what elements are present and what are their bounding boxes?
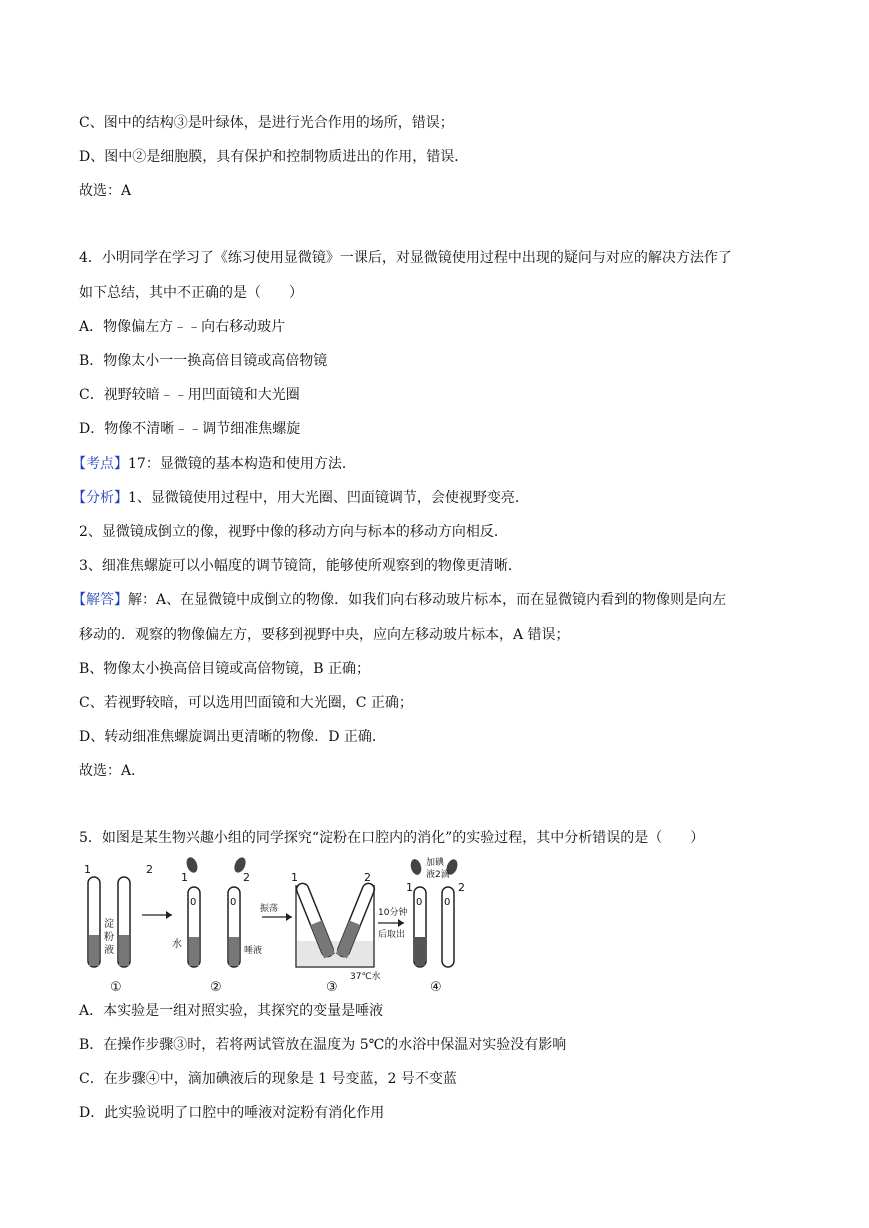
q4-jieda-option-c: C、若视野较暗，可以选用凹面镜和大光圈，C 正确； [79,695,413,711]
tube-1-label: 1 [84,863,91,876]
arrow-2-head [286,913,292,921]
panel-4 [406,856,465,995]
q5-option-d: D．此实验说明了口腔中的唾液对淀粉有消化作用 [79,1105,385,1121]
tube-2-label: 2 [243,871,250,884]
fenxi-tag: 【分析】 [72,490,128,506]
iodine-label-2: 液2滴 [426,870,450,880]
bath-temperature-label: 37℃水 [350,972,381,982]
wait-label-2: 后取出 [378,930,406,940]
q4-kaodian [72,455,356,473]
q4-option-a: A．物像偏左方﹣﹣向右移动玻片 [79,319,286,335]
q4-jieda-line-2: 移动的．观察的物像偏左方，要移到视野中央，应向左移动玻片标本，A 错误； [79,627,570,643]
q4-option-b: B．物像太小一一换高倍目镜或高倍物镜 [79,353,328,369]
q4-stem-line-2: 如下总结，其中不正确的是（ ） [79,285,303,301]
starch-fill-1 [415,937,425,966]
panel-2 [172,856,262,995]
kaodian-tag: 【考点】 [72,456,128,472]
tube-2-label: 2 [364,871,371,884]
tube-1-label: 1 [181,871,188,884]
zero-label: 0 [416,897,423,908]
water-label: 水 [172,939,182,950]
tube-2-label: 2 [146,863,153,876]
q5-option-a: A．本实验是一组对照实验，其探究的变量是唾液 [79,1003,384,1019]
prev-option-c-explanation: C、图中的结构③是叶绿体，是进行光合作用的场所，错误； [79,115,454,131]
q4-jieda-option-b: B、物像太小换高倍目镜或高倍物镜，B 正确； [79,661,371,677]
q4-answer: 故选：A． [79,763,146,779]
step-4-label: ④ [430,980,442,995]
q4-jieda-option-d: D、转动细准焦螺旋调出更清晰的物像．D 正确． [79,729,386,745]
panel-1 [84,863,153,995]
q5-stem: 5．如图是某生物兴趣小组的同学探究“淀粉在口腔内的消化”的实验过程，其中分析错误的是（ ） [79,830,705,846]
starch-fill-1 [189,937,199,966]
step-2-label: ② [210,980,222,995]
q5-option-b: B．在操作步骤③时，若将两试管放在温度为 5℃的水浴中保温对实验没有影响 [79,1037,567,1053]
zero-label: 0 [230,897,237,908]
q4-fenxi [72,489,529,507]
starch-label-2: 粉 [104,932,114,943]
q4-jieda [72,591,726,609]
panel-3 [291,871,381,995]
tube-1-label: 1 [291,871,298,884]
starch-fill-2 [119,935,129,966]
dropper-1 [409,858,423,876]
starch-fill-2 [229,937,239,966]
q4-fenxi-line-2: 2、显微镜成倒立的像，视野中像的移动方向与标本的移动方向相反． [79,524,508,540]
q4-fenxi-line-3: 3、细准焦螺旋可以小幅度的调节镜筒，能够使所观察到的物像更清晰． [79,558,522,574]
experiment-figure [80,855,478,995]
prev-option-d-explanation: D、图中②是细胞膜，具有保护和控制物质进出的作用，错误． [79,149,469,165]
q4-stem-line-1: 4．小明同学在学习了《练习使用显微镜》一课后，对显微镜使用过程中出现的疑问与对应的解决方法作了 [79,250,732,266]
wait-label-1: 10分钟 [378,908,408,918]
jieda-tag: 【解答】 [72,592,128,608]
starch-label-3: 液 [104,945,114,956]
q5-option-c: C．在步骤④中，滴加碘液后的现象是 1 号变蓝，2 号不变蓝 [79,1071,457,1087]
starch-fill-1 [89,935,99,966]
jieda-text: 解：A、在显微镜中成倒立的物像．如我们向右移动玻片标本，而在显微镜内看到的物像则是向左 [128,592,727,608]
shake-label: 振荡 [260,904,279,914]
arrow-1-head [166,911,172,919]
arrow-3-head [398,919,404,927]
starch-label-1: 淀 [104,919,114,930]
q4-option-c: C．视野较暗﹣﹣用凹面镜和大光圈 [79,387,300,403]
kaodian-text: 17：显微镜的基本构造和使用方法． [128,456,356,472]
prev-answer: 故选：A [79,183,132,199]
step-1-label: ① [110,980,122,995]
iodine-label-1: 加碘 [426,858,445,868]
saliva-label: 唾液 [244,946,263,956]
tube-2-label: 2 [458,881,465,894]
step-3-label: ③ [326,980,338,995]
zero-label: 0 [444,897,451,908]
fenxi-text: 1、显微镜使用过程中，用大光圈、凹面镜调节，会使视野变亮． [128,490,529,506]
q4-option-d: D．物像不清晰﹣﹣调节细准焦螺旋 [79,421,301,437]
tube-1-label: 1 [406,881,413,894]
zero-label: 0 [190,897,197,908]
